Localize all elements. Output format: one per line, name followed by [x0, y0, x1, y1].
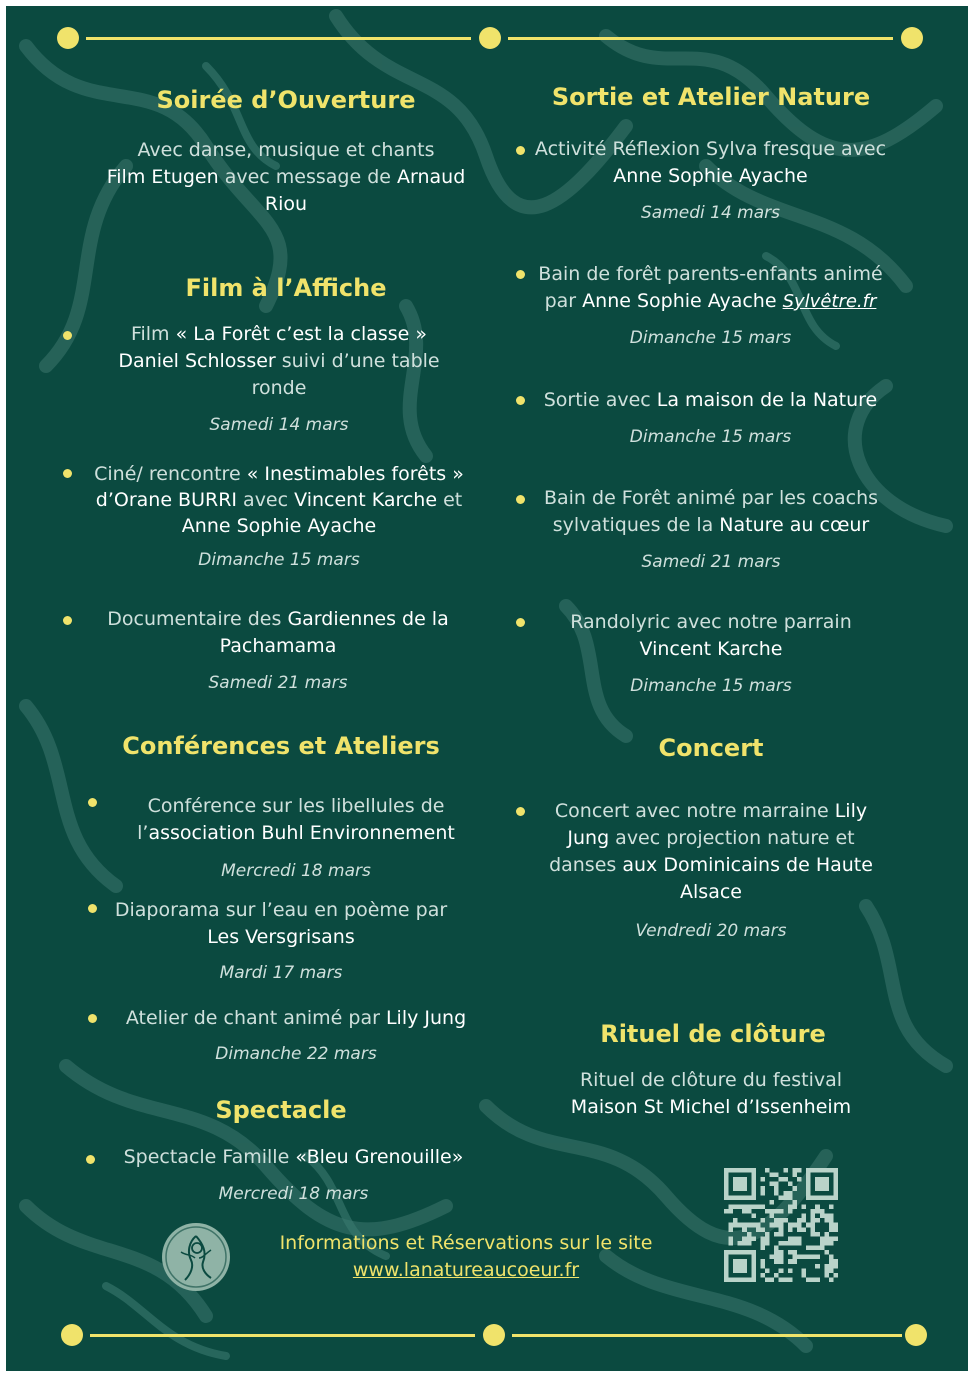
nature-item-5-a: Randolyric avec notre parrain: [570, 611, 852, 633]
bullet: [63, 469, 72, 478]
qr-code-icon[interactable]: [724, 1168, 838, 1282]
nature-item-1-a: Activité Réflexion Sylva fresque avec: [534, 138, 887, 160]
nature-item-4-a: Bain de Forêt animé par les coachs sylvatiques de la: [543, 487, 879, 536]
nature-item-5-date: Dimanche 15 mars: [630, 676, 792, 696]
footer-info: [246, 1230, 686, 1284]
film-item-2-e: et: [443, 489, 463, 511]
film-item-2-b: « Inestimables forêts » d’Orane BURRI: [95, 463, 464, 511]
opening-name: Arnaud Riou: [264, 166, 466, 215]
spectacle-item-date: Mercredi 18 mars: [218, 1184, 369, 1204]
concert-item-d: aux Dominicains de Haute Alsace: [622, 854, 873, 903]
nature-item-3: [528, 387, 893, 414]
bullet: [516, 270, 525, 279]
concert-item-a: Concert avec notre marraine: [554, 800, 829, 822]
conf-item-3-b: Lily Jung: [385, 1007, 467, 1029]
nature-item-2-b: Anne Sophie Ayache: [582, 290, 777, 312]
conf-item-1: [126, 793, 466, 847]
conf-item-3: [116, 1005, 476, 1032]
ornament-rule: [508, 37, 893, 40]
closing-line1: Rituel de clôture du festival: [579, 1069, 843, 1091]
film-item-3-b: Gardiennes de la Pachamama: [219, 608, 449, 657]
bullet: [86, 1155, 95, 1164]
spectacle-item-a: Spectacle Famille: [123, 1146, 290, 1168]
conf-item-2-b: Les Versgrisans: [207, 926, 355, 948]
nature-item-4: [536, 485, 886, 539]
nature-item-1-date: Samedi 14 mars: [640, 203, 780, 223]
nature-item-4-date: Samedi 21 mars: [641, 552, 781, 572]
film-item-2-c: avec: [243, 489, 289, 511]
nature-item-2-a: Bain de forêt parents-enfants animé par: [538, 263, 883, 312]
ornament-rule: [86, 37, 471, 40]
ornament-rule: [512, 1334, 902, 1337]
film-item-1-date: Samedi 14 mars: [209, 415, 349, 435]
section-title-nature: Sortie et Atelier Nature: [551, 83, 871, 111]
concert-item-b: Lily Jung: [567, 800, 868, 849]
film-item-2-a: Ciné/ rencontre: [94, 463, 241, 485]
bullet: [516, 807, 525, 816]
section-title-spectacle: Spectacle: [215, 1096, 347, 1124]
nature-item-4-b: Nature au cœur: [719, 514, 870, 536]
nature-item-3-date: Dimanche 15 mars: [629, 427, 792, 447]
concert-item-c: avec projection nature et danses: [549, 827, 855, 876]
conf-item-1-a: Conférence sur les libellules de l’: [137, 795, 445, 844]
nature-item-3-a: Sortie avec: [543, 389, 651, 411]
conf-item-1-date: Mercredi 18 mars: [221, 861, 371, 881]
film-item-2-f: Anne Sophie Ayache: [181, 515, 377, 537]
conf-item-3-date: Dimanche 22 mars: [215, 1044, 377, 1064]
bullet: [516, 396, 525, 405]
poster: [6, 6, 968, 1371]
spectacle-item-b: «Bleu Grenouille»: [295, 1146, 464, 1168]
bullet: [63, 616, 72, 625]
film-item-2: [84, 461, 474, 539]
bullet: [88, 1014, 97, 1023]
section-title-closing: Rituel de clôture: [600, 1020, 826, 1048]
conf-item-3-a: Atelier de chant animé par: [125, 1007, 380, 1029]
film-item-3-date: Samedi 21 mars: [208, 673, 348, 693]
opening-line1: Avec danse, musique et chants: [137, 139, 435, 161]
section-title-concert: Concert: [658, 734, 764, 762]
opening-mid: avec message de: [224, 166, 391, 188]
closing-text: [511, 1067, 911, 1121]
film-item-1: [104, 321, 454, 402]
conf-item-2: [106, 897, 456, 951]
conf-item-2-a: Diaporama sur l’eau en poème par: [114, 899, 448, 921]
nature-item-5-b: Vincent Karche: [639, 638, 783, 660]
section-title-opening: Soirée d’Ouverture: [156, 86, 416, 114]
nature-item-2-date: Dimanche 15 mars: [629, 328, 792, 348]
section-title-film: Film à l’Affiche: [185, 274, 387, 302]
concert-item: [536, 798, 886, 906]
opening-text: [86, 137, 486, 218]
bullet: [88, 798, 97, 807]
ornament-dot: [483, 1324, 505, 1346]
nature-item-3-b: La maison de la Nature: [656, 389, 878, 411]
ornament-dot: [57, 27, 79, 49]
film-item-1-a: Film: [130, 323, 170, 345]
film-item-1-b: « La Forêt c’est la classe » Daniel Schlosser: [118, 323, 428, 372]
film-item-3-a: Documentaire des: [107, 608, 282, 630]
ornament-dot: [61, 1324, 83, 1346]
bullet: [516, 495, 525, 504]
conf-item-2-date: Mardi 17 mars: [219, 963, 343, 983]
nature-item-2: [528, 261, 893, 315]
nature-item-1-b: Anne Sophie Ayache: [613, 165, 808, 187]
conf-item-1-b: association Buhl Environnement: [148, 822, 455, 844]
bullet: [88, 904, 97, 913]
sylvetre-link[interactable]: Sylvêtre.fr: [782, 291, 877, 312]
bullet: [516, 618, 525, 627]
website-link[interactable]: www.lanatureaucoeur.fr: [352, 1259, 580, 1281]
ornament-dot: [901, 27, 923, 49]
film-item-1-c: suivi d’une table ronde: [251, 350, 440, 399]
film-item-2-date: Dimanche 15 mars: [198, 550, 360, 570]
ornament-dot: [905, 1324, 927, 1346]
ornament-rule: [90, 1334, 475, 1337]
concert-item-date: Vendredi 20 mars: [635, 921, 787, 941]
nature-item-5: [536, 609, 886, 663]
spectacle-item: [111, 1144, 476, 1171]
bullet: [63, 331, 72, 340]
film-item-2-d: Vincent Karche: [294, 489, 438, 511]
closing-line2: Maison St Michel d’Issenheim: [570, 1096, 852, 1118]
ornament-dot: [479, 27, 501, 49]
nature-item-1: [528, 136, 893, 190]
opening-film: Film Etugen: [106, 166, 219, 188]
section-title-conferences: Conférences et Ateliers: [122, 732, 440, 760]
footer-info-text: Informations et Réservations sur le site: [279, 1232, 653, 1254]
film-item-3: [96, 606, 460, 660]
bullet: [516, 146, 525, 155]
festival-logo-icon: [161, 1222, 231, 1292]
